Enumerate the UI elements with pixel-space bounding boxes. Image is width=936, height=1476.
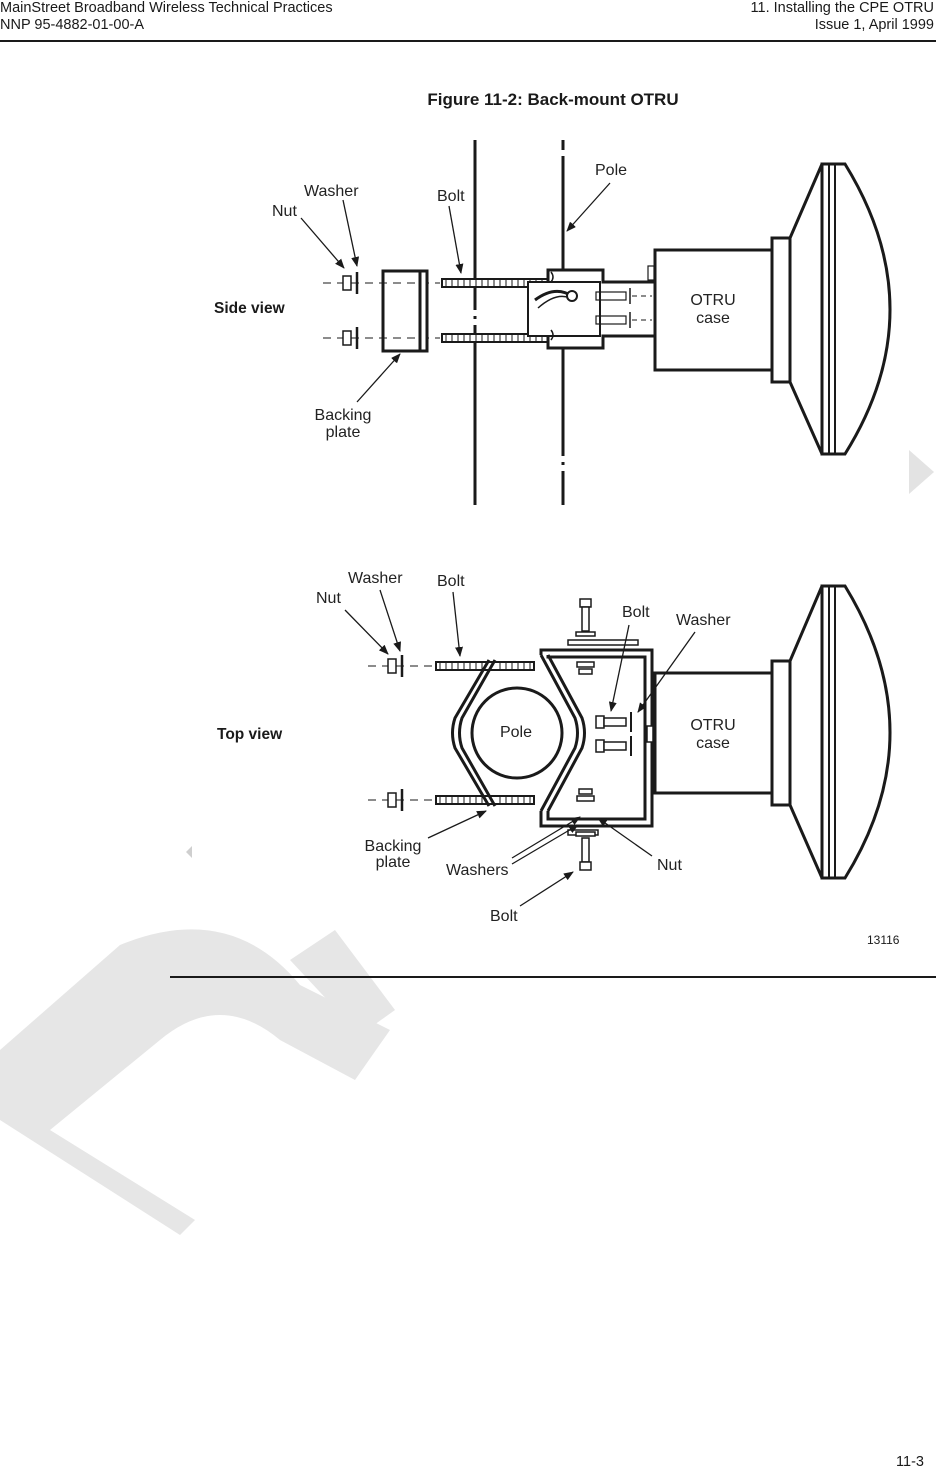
side-nut-label: Nut [272,203,297,220]
doc-number: NNP 95-4882-01-00-A [0,17,145,33]
side-nuts [343,272,357,349]
side-bracket [528,266,655,348]
issue-date: Issue 1, April 1999 [814,17,934,33]
figure-bottom-rule [170,976,936,978]
page-number: 11-3 [896,1454,924,1470]
doc-series-title: MainStreet Broadband Wireless Technical Practices [0,0,333,16]
top-backing-label-1: Backing [364,838,422,855]
top-pole-label: Pole [499,724,533,741]
chapter-title: 11. Installing the CPE OTRU [750,0,934,16]
top-bolt-right-label: Bolt [622,604,650,621]
top-bolt-bottom-label: Bolt [490,908,518,925]
top-washer-right-label: Washer [676,612,731,629]
top-otru-label-2: case [696,735,730,752]
side-backing-plate [383,271,427,351]
top-view-label: Top view [217,726,283,743]
figure-code: 13116 [867,933,900,947]
top-washers-label: Washers [446,862,509,879]
side-backing-label-2: plate [325,424,361,441]
page-marker-left [186,846,192,858]
top-nut-label: Nut [316,590,341,607]
top-washer-label: Washer [348,570,403,587]
side-otru-case [655,164,890,454]
side-view-label: Side view [214,300,285,317]
side-pole-label: Pole [595,162,628,179]
side-backing-label-1: Backing [314,407,372,424]
page-marker-right [909,450,934,494]
side-view-drawing [301,140,890,505]
top-view-drawing [345,586,890,906]
side-otru-label-2: case [696,310,730,327]
side-washer-label: Washer [304,183,359,200]
side-bolt-label: Bolt [437,188,465,205]
figure-title: Figure 11-2: Back-mount OTRU [427,90,679,109]
top-otru-label-1: OTRU [690,717,736,734]
top-nut-bottom-label: Nut [657,857,682,874]
top-nuts [388,655,402,811]
top-fastener-axis [368,666,436,800]
side-otru-label-1: OTRU [690,292,736,309]
top-bolt-label: Bolt [437,573,465,590]
top-backing-label-2: plate [375,854,411,871]
